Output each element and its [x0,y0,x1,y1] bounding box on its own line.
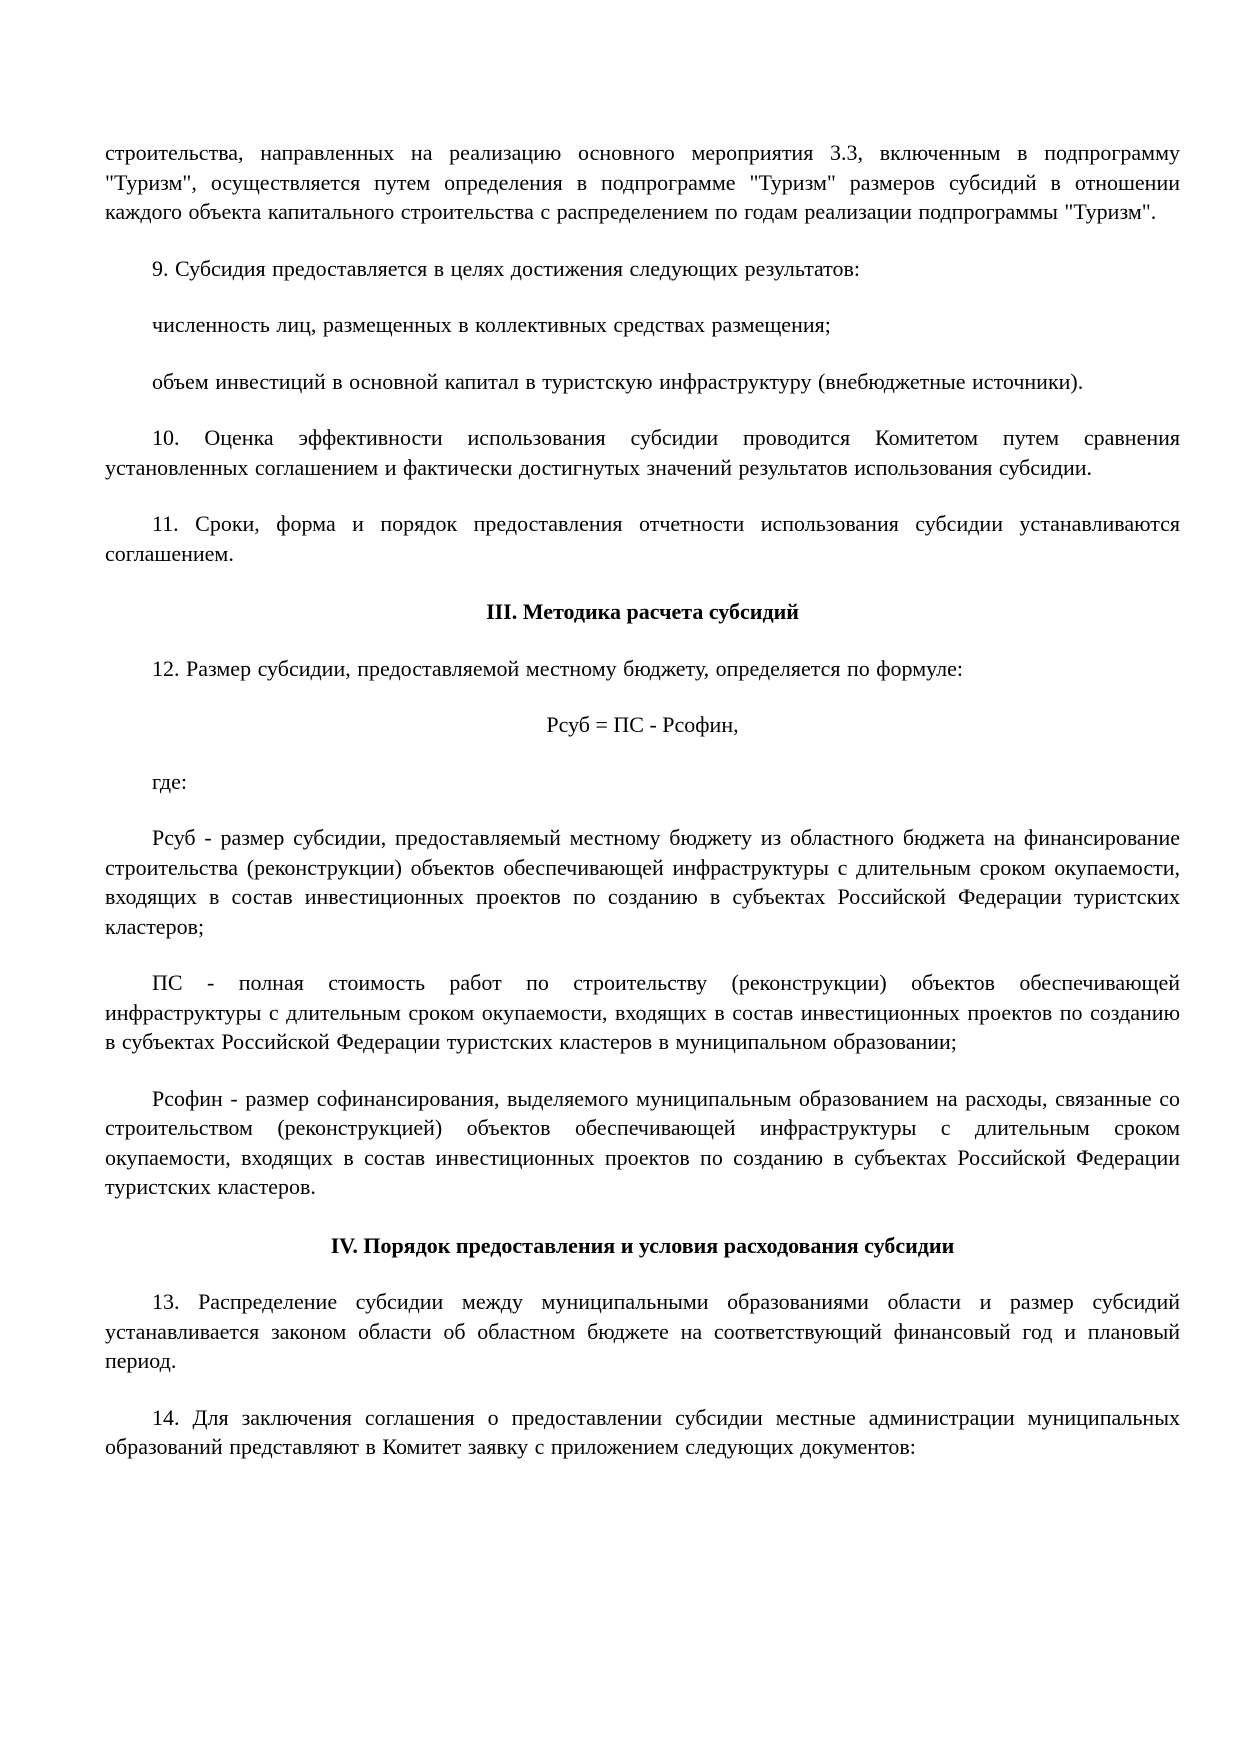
paragraph-where-label: где: [152,768,187,794]
formula-line: Рсуб = ПС - Рсофин, [546,712,739,737]
paragraph-item-12: 12. Размер субсидии, предоставляемой местному бюджету, определяется по формуле: [152,655,964,681]
paragraph-item-13: 13. Распределение субсидии между муниципальными образованиями области и размер субсидий устанавливается законом области об областном бюджете на соответствующий финансовый год и плановый период. [105,1289,1180,1373]
paragraph-continuation: строительства, направленных на реализацию основного мероприятия 3.3, включенным в подпрограмму "Туризм", осуществляется путем определения в подпрограмме "Туризм" размеров субсидий в отношении каждого объекта капитального строительства с распределением по годам реализации подпрограммы "Туризм". [105,140,1180,224]
paragraph-term-rsub: Рсуб - размер субсидии, предоставляемый местному бюджету из областного бюджета на финансирование строительства (реконструкции) объектов обеспечивающей инфраструктуры с длительным сроком окупаемости, входящих в состав инвестиционных проектов по созданию в субъектах Российской Федерации туристских кластеров; [105,825,1180,939]
paragraph-item-9-result-1: численность лиц, размещенных в коллективных средствах размещения; [152,312,831,337]
paragraph-item-9: 9. Субсидия предоставляется в целях достижения следующих результатов: [152,255,860,281]
paragraph-term-rsofin: Рсофин - размер софинансирования, выделяемого муниципальным образованием на расходы, связанные со строительством (реконструкцией) объектов обеспечивающей инфраструктуры с длительным сроком окупаемости, входящих в состав инвестиционных проектов по созданию в субъектах Российской Федерации туристских кластеров. [105,1085,1180,1199]
paragraph-item-9-result-2: объем инвестиций в основной капитал в туристскую инфраструктуру (внебюджетные источники). [152,368,1084,394]
section-heading-iii: III. Методика расчета субсидий [486,599,799,624]
paragraph-term-ps: ПС - полная стоимость работ по строительству (реконструкции) объектов обеспечивающей инфраструктуры с длительным сроком окупаемости, входящих в состав инвестиционных проектов по созданию в субъектах Российской Федерации туристских кластеров в муниципальном образовании; [105,970,1180,1054]
section-heading-iv: IV. Порядок предоставления и условия расходования субсидии [330,1232,955,1258]
paragraph-item-11: 11. Сроки, форма и порядок предоставления отчетности использования субсидии устанавливаются соглашением. [105,511,1180,566]
paragraph-item-14: 14. Для заключения соглашения о предоставлении субсидии местные администрации муниципальных образований представляют в Комитет заявку с приложением следующих документов: [105,1404,1180,1459]
paragraph-item-10: 10. Оценка эффективности использования субсидии проводится Комитетом путем сравнения установленных соглашением и фактически достигнутых значений результатов использования субсидии. [105,425,1180,480]
